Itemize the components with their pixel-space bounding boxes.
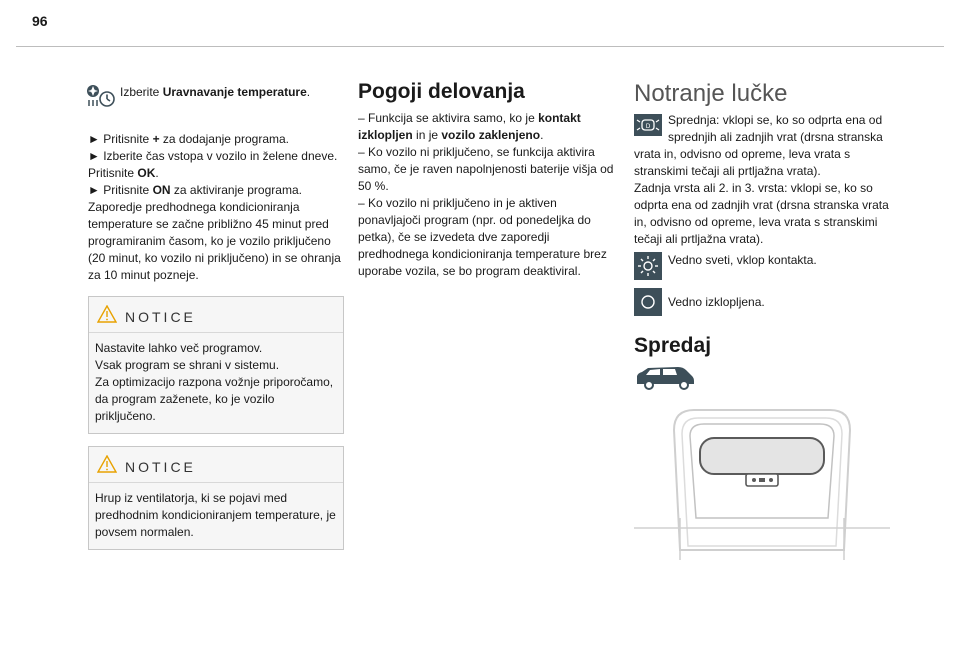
interior-lights-heading: Notranje lučke (634, 80, 788, 107)
page-number: 96 (32, 13, 48, 29)
condition-1-c: in je (412, 128, 442, 142)
light-on-row (634, 252, 890, 280)
top-rule (16, 46, 944, 47)
condition-1-b: kontakt izklopljen (358, 111, 581, 142)
svg-text:D: D (645, 123, 651, 130)
conditions-list (358, 110, 614, 280)
notice-box-2 (88, 446, 344, 550)
select-suffix: . (306, 85, 311, 99)
precondition-paragraph: Zaporedje predhodnega kondicioniranja temperature se začne približno 45 minut pred programiranim časom, ko je vozilo priključeno (20 minut, ko vozilo ni priključeno) in se ohranja za 10 minut pozneje. (88, 200, 341, 282)
step-1 (88, 131, 344, 148)
door-light-icon (634, 114, 662, 136)
warning-triangle-icon (97, 305, 117, 328)
notice-1-line-3: Za optimizacijo razpona vožnje priporočamo, da program zaženete, ko je vozilo priključeno. (95, 375, 334, 423)
notice-1-line-2: Vsak program se shrani v sistemu. (95, 358, 280, 372)
step-3-a: Pritisnite (88, 166, 138, 180)
step-3-c: . (155, 166, 159, 180)
fan-timer-icon (86, 84, 116, 113)
notice-title-2: NOTICE (125, 458, 196, 475)
condition-1 (358, 110, 614, 144)
notice-1-line-1: Nastavite lahko več programov. (95, 341, 263, 355)
condition-1-d: vozilo zaklenjeno (441, 128, 541, 142)
step-4 (88, 182, 344, 199)
select-bold: Uravnavanje temperature (162, 85, 307, 99)
notice-body-1 (89, 333, 343, 433)
steps (88, 131, 344, 284)
warning-triangle-icon (97, 455, 117, 478)
light-off-text: Vedno izklopljena. (668, 295, 765, 309)
column-1 (88, 80, 344, 550)
notice-title-1: NOTICE (125, 308, 196, 325)
mirror-lamp-figure (634, 400, 890, 565)
step-3 (88, 165, 344, 182)
notice-header-1 (89, 297, 343, 333)
step-1-b: + (152, 132, 160, 146)
column-2 (358, 80, 614, 280)
column-3 (634, 80, 890, 395)
step-4-b: ON (152, 183, 171, 197)
step-3-b: OK (137, 166, 156, 180)
notice-2-text: Hrup iz ventilatorja, ki se pojavi med predhodnim kondicioniranjem temperature, je povsem normalen. (95, 491, 336, 539)
conditions-heading: Pogoji delovanja (358, 80, 525, 103)
light-off-icon (634, 288, 662, 316)
step-1-c: za dodajanje programa. (159, 132, 289, 146)
condition-3: – Ko vozilo ni priključeno in je aktiven ponavljajoči program (npr. od ponedeljka do petka), če se izvedeta dve zaporedji predhodnega kondicioniranja temperature brez uporabe vozila, se bo program deaktiviral. (358, 196, 607, 278)
light-off-row (634, 288, 890, 316)
notice-body-2 (89, 483, 343, 549)
notice-header-2 (89, 447, 343, 483)
step-2: ► Izberite čas vstopa v vozilo in želene dneve. (88, 149, 338, 163)
light-on-icon (634, 252, 662, 280)
rear-door-mode-text: Zadnja vrsta ali 2. in 3. vrsta: vklopi se, ko so odprta ena od zadnjih vrat (drsna stranska vrata in, odvisno od opreme, leva vrata s stranskimi tečaji ali prtljažna vrata). (634, 181, 889, 246)
condition-1-e: . (540, 128, 544, 142)
door-mode-block (634, 112, 890, 248)
front-heading: Spredaj (634, 334, 712, 357)
notice-box-1 (88, 296, 344, 434)
step-1-a: ► Pritisnite (88, 132, 153, 146)
van-icon (634, 366, 890, 395)
select-row (88, 80, 344, 113)
condition-2: – Ko vozilo ni priključeno, se funkcija aktivira samo, če je raven napolnjenosti baterije višja od 50 %. (358, 145, 614, 193)
condition-1-a: – Funkcija se aktivira samo, ko je (358, 111, 539, 125)
front-door-mode-text: Sprednja: vklopi se, ko so odprta ena od sprednjih ali zadnjih vrat (drsna stranska vrata in, odvisno od opreme, leva vrata s stranskimi tečaji ali prtljažna vrata). (634, 113, 883, 178)
light-on-text: Vedno sveti, vklop kontakta. (668, 253, 817, 267)
step-4-a: ► Pritisnite (88, 183, 153, 197)
step-4-c: za aktiviranje programa. (170, 183, 302, 197)
select-prefix: Izberite (120, 85, 163, 99)
